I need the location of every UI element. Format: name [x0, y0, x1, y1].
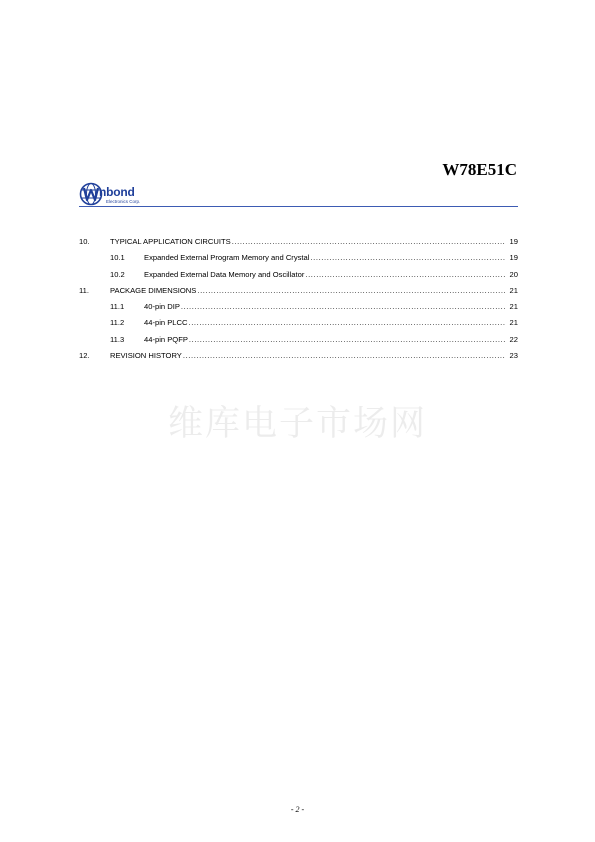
- toc-title: Expanded External Data Memory and Oscillator: [144, 269, 305, 279]
- toc-entry[interactable]: [79, 350, 518, 366]
- toc-entry[interactable]: [79, 334, 518, 350]
- toc-title: Expanded External Program Memory and Crystal: [144, 253, 310, 263]
- toc-leader: [305, 269, 505, 281]
- toc-page-number: 21: [509, 302, 518, 312]
- toc-entry[interactable]: [79, 301, 518, 317]
- toc-entry[interactable]: [79, 269, 518, 285]
- toc-title: 44-pin PQFP: [144, 334, 188, 344]
- toc-page-number: 19: [509, 253, 518, 263]
- toc-page-number: 21: [509, 318, 518, 328]
- toc-number: 11.1: [110, 302, 125, 312]
- toc-page-number: 21: [509, 285, 518, 295]
- toc-title: REVISION HISTORY: [110, 351, 182, 361]
- toc-page-number: 23: [509, 351, 518, 361]
- toc-leader: [189, 334, 505, 346]
- toc-leader: [310, 252, 505, 264]
- toc-leader: [197, 285, 505, 297]
- toc-number: 12.: [79, 351, 90, 361]
- toc-entry[interactable]: [79, 252, 518, 268]
- toc-number: 11.3: [110, 334, 125, 344]
- toc-leader: [188, 317, 505, 329]
- logo-subtitle: Electronics Corp.: [106, 199, 141, 204]
- logo-wordmark: nbond: [99, 185, 135, 199]
- toc-page-number: 22: [509, 334, 518, 344]
- toc-title: PACKAGE DIMENSIONS: [110, 285, 197, 295]
- toc-leader: [232, 236, 505, 248]
- company-logo: [79, 180, 169, 208]
- toc-page-number: 20: [509, 269, 518, 279]
- toc-title: TYPICAL APPLICATION CIRCUITS: [110, 237, 231, 246]
- toc-number: 11.: [79, 285, 89, 295]
- toc-entry[interactable]: [79, 317, 518, 333]
- toc-title: 40-pin DIP: [144, 302, 180, 312]
- toc-page-number: 19: [509, 237, 518, 246]
- watermark: 维库电子市场网: [167, 404, 427, 444]
- toc-number: 11.2: [110, 318, 125, 328]
- table-of-contents: [79, 236, 518, 366]
- toc-number: 10.2: [110, 269, 125, 279]
- toc-entry[interactable]: [79, 285, 518, 301]
- toc-leader: [181, 301, 505, 313]
- header-divider: [79, 206, 518, 207]
- toc-title: 44-pin PLCC: [144, 318, 188, 328]
- toc-leader: [183, 350, 505, 362]
- toc-number: 10.1: [110, 253, 125, 263]
- document-title: W78E51C: [442, 160, 517, 179]
- page-number-footer: - 2 -: [290, 805, 305, 814]
- toc-entry[interactable]: [79, 236, 518, 252]
- toc-number: 10.: [79, 237, 90, 246]
